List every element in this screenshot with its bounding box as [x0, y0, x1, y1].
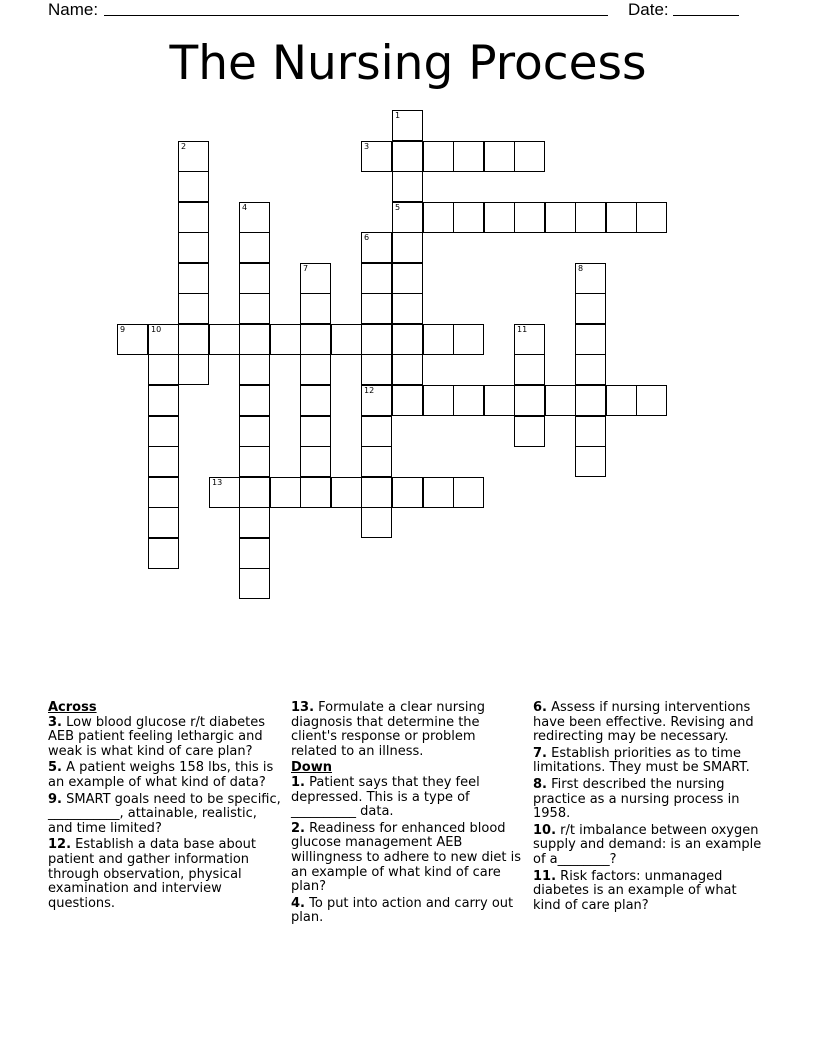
crossword-cell[interactable] — [453, 477, 484, 508]
crossword-cell[interactable] — [300, 416, 331, 447]
clue-number: 1. — [291, 774, 305, 790]
cell-number: 12 — [364, 386, 375, 395]
crossword-cell[interactable] — [331, 477, 362, 508]
crossword-cell[interactable] — [239, 477, 270, 508]
clue-number: 4. — [291, 895, 305, 911]
clue-number: 6. — [533, 700, 547, 715]
crossword-cell[interactable] — [361, 324, 392, 355]
crossword-cell[interactable] — [209, 477, 240, 508]
crossword-cell[interactable] — [514, 416, 545, 447]
crossword-cell[interactable] — [392, 477, 423, 508]
clue-text: First described the nursing practice as a nursing process in 1958. — [533, 776, 740, 822]
crossword-cell[interactable] — [270, 477, 301, 508]
clue-across-3 — [48, 716, 282, 760]
cell-number: 2 — [181, 142, 187, 151]
name-label: Name: — [48, 0, 99, 19]
clues-column-3 — [533, 701, 767, 915]
crossword-cell[interactable] — [148, 477, 179, 508]
crossword-cell[interactable] — [148, 507, 179, 538]
crossword-cell[interactable] — [514, 385, 545, 416]
cell-number: 7 — [303, 264, 309, 273]
crossword-cell[interactable] — [392, 141, 423, 172]
clue-down-8 — [533, 778, 767, 822]
crossword-cell[interactable] — [361, 507, 392, 538]
crossword-cell[interactable] — [361, 446, 392, 477]
clue-number: 13. — [291, 700, 315, 715]
crossword-cell[interactable] — [575, 416, 606, 447]
crossword-cell[interactable] — [239, 324, 270, 355]
crossword-cell[interactable] — [514, 354, 545, 385]
clue-text: To put into action and carry out plan. — [291, 895, 514, 926]
clue-across-12 — [48, 838, 282, 911]
crossword-cell[interactable] — [545, 202, 576, 233]
cell-number: 6 — [364, 233, 370, 242]
crossword-cell[interactable] — [361, 293, 392, 324]
crossword-cell[interactable] — [636, 385, 667, 416]
crossword-cell[interactable] — [239, 354, 270, 385]
crossword-cell[interactable] — [392, 171, 423, 202]
crossword-cell[interactable] — [239, 232, 270, 263]
crossword-cell[interactable] — [392, 324, 423, 355]
crossword-cell[interactable] — [178, 171, 209, 202]
crossword-cell[interactable] — [575, 385, 606, 416]
clue-down-6 — [533, 701, 767, 745]
cell-number: 13 — [212, 478, 223, 487]
crossword-cell[interactable] — [392, 263, 423, 294]
crossword-cell[interactable] — [423, 385, 454, 416]
clue-number: 5. — [48, 760, 62, 776]
crossword-cell[interactable] — [514, 202, 545, 233]
crossword-cell[interactable] — [514, 141, 545, 172]
clue-text: A patient weighs 158 lbs, this is an example of what kind of data? — [48, 760, 274, 790]
crossword-cell[interactable] — [148, 538, 179, 569]
clue-text: Low blood glucose r/t diabetes AEB patient feeling lethargic and weak is what kind of care plan? — [48, 714, 266, 759]
clue-text: r/t imbalance between oxygen supply and demand: is an example of a________? — [533, 822, 762, 867]
crossword-cell[interactable] — [331, 324, 362, 355]
clue-number: 3. — [48, 714, 62, 730]
crossword-cell[interactable] — [575, 324, 606, 355]
clue-across-13 — [291, 701, 525, 759]
clue-text: Establish priorities as to time limitations. They must be SMART. — [533, 745, 750, 776]
crossword-cell[interactable] — [514, 324, 545, 355]
crossword-cell[interactable] — [453, 324, 484, 355]
crossword-cell[interactable] — [453, 385, 484, 416]
clue-across-5 — [48, 761, 282, 790]
crossword-cell[interactable] — [300, 477, 331, 508]
clue-text: SMART goals need to be specific, ___________, attainable, realistic, and time limited? — [48, 791, 281, 836]
crossword-cell[interactable] — [453, 202, 484, 233]
crossword-cell[interactable] — [270, 324, 301, 355]
date-label: Date: — [628, 0, 669, 19]
clue-number: 12. — [48, 837, 72, 853]
crossword-cell[interactable] — [606, 385, 637, 416]
crossword-cell[interactable] — [361, 385, 392, 416]
crossword-cell[interactable] — [361, 354, 392, 385]
clue-text: Assess if nursing interventions have been effective. Revising and redirecting may be necessary. — [533, 700, 754, 745]
crossword-cell[interactable] — [575, 446, 606, 477]
page-title: The Nursing Process — [169, 36, 647, 91]
crossword-cell[interactable] — [545, 385, 576, 416]
crossword-cell[interactable] — [392, 202, 423, 233]
crossword-cell[interactable] — [423, 202, 454, 233]
crossword-cell[interactable] — [239, 416, 270, 447]
clue-number: 7. — [533, 745, 547, 761]
crossword-cell[interactable] — [300, 293, 331, 324]
clue-down-1 — [291, 776, 525, 820]
crossword-cell[interactable] — [239, 538, 270, 569]
cell-number: 4 — [242, 203, 248, 212]
clue-number: 2. — [291, 820, 305, 836]
cell-number: 8 — [578, 264, 584, 273]
clue-across-9 — [48, 793, 282, 837]
clue-text: Formulate a clear nursing diagnosis that determine the client's response or problem related to an illness. — [291, 700, 485, 759]
crossword-cell[interactable] — [239, 385, 270, 416]
crossword-cell[interactable] — [300, 324, 331, 355]
crossword-cell[interactable] — [148, 324, 179, 355]
clue-number: 10. — [533, 822, 557, 838]
crossword-cell[interactable] — [361, 141, 392, 172]
cell-number: 11 — [517, 325, 528, 334]
crossword-cell[interactable] — [300, 385, 331, 416]
crossword-cell[interactable] — [178, 324, 209, 355]
down-heading: Down — [291, 760, 332, 776]
crossword-cell[interactable] — [575, 202, 606, 233]
crossword-cell[interactable] — [148, 446, 179, 477]
crossword-cell[interactable] — [178, 263, 209, 294]
crossword-cell[interactable] — [453, 141, 484, 172]
clue-down-10 — [533, 824, 767, 868]
crossword-cell[interactable] — [423, 141, 454, 172]
cell-number: 1 — [395, 111, 401, 120]
crossword-cell[interactable] — [361, 477, 392, 508]
clue-number: 11. — [533, 868, 557, 884]
crossword-cell[interactable] — [361, 416, 392, 447]
crossword-cell[interactable] — [148, 354, 179, 385]
crossword-cell[interactable] — [361, 263, 392, 294]
cell-number: 10 — [151, 325, 162, 334]
clue-number: 9. — [48, 791, 62, 807]
crossword-cell[interactable] — [606, 202, 637, 233]
crossword-cell[interactable] — [239, 202, 270, 233]
clue-text: Establish a data base about patient and gather information through observation, physical examination and interview questions. — [48, 837, 256, 911]
clue-down-2 — [291, 822, 525, 895]
crossword-cell[interactable] — [392, 232, 423, 263]
crossword-cell[interactable] — [239, 263, 270, 294]
crossword-cell[interactable] — [239, 446, 270, 477]
clues-column-1 — [48, 701, 282, 913]
across-heading: Across — [48, 700, 97, 715]
crossword-cell[interactable] — [178, 141, 209, 172]
crossword-cell[interactable] — [361, 232, 392, 263]
clue-down-11 — [533, 870, 767, 914]
clue-text: Readiness for enhanced blood glucose management AEB willingness to adhere to new diet is an example of what kind of care plan? — [291, 820, 521, 895]
crossword-cell[interactable] — [423, 324, 454, 355]
crossword-cell[interactable] — [575, 354, 606, 385]
crossword-cell[interactable] — [209, 324, 240, 355]
crossword-cell[interactable] — [392, 385, 423, 416]
crossword-cell[interactable] — [575, 263, 606, 294]
crossword-cell[interactable] — [484, 385, 515, 416]
clues-column-2 — [291, 701, 525, 928]
cell-number: 3 — [364, 142, 370, 151]
crossword-cell[interactable] — [178, 293, 209, 324]
crossword-cell[interactable] — [239, 507, 270, 538]
crossword-cell[interactable] — [148, 416, 179, 447]
crossword-cell[interactable] — [636, 202, 667, 233]
crossword-cell[interactable] — [178, 202, 209, 233]
clue-down-7 — [533, 747, 767, 776]
crossword-cell[interactable] — [178, 354, 209, 385]
crossword-cell[interactable] — [484, 202, 515, 233]
clue-down-4 — [291, 897, 525, 926]
crossword-cell[interactable] — [423, 477, 454, 508]
crossword-cell[interactable] — [484, 141, 515, 172]
clue-text: Risk factors: unmanaged diabetes is an example of what kind of care plan? — [533, 868, 737, 913]
clue-number: 8. — [533, 776, 547, 792]
crossword-cell[interactable] — [392, 293, 423, 324]
crossword-cell[interactable] — [178, 232, 209, 263]
crossword-cell[interactable] — [300, 354, 331, 385]
cell-number: 9 — [120, 325, 126, 334]
crossword-cell[interactable] — [148, 385, 179, 416]
crossword-cell[interactable] — [392, 110, 423, 141]
crossword-cell[interactable] — [300, 446, 331, 477]
clue-text: Patient says that they feel depressed. This is a type of __________ data. — [291, 774, 480, 820]
crossword-cell[interactable] — [575, 293, 606, 324]
crossword-cell[interactable] — [117, 324, 148, 355]
crossword-cell[interactable] — [239, 568, 270, 599]
crossword-cell[interactable] — [300, 263, 331, 294]
crossword-cell[interactable] — [239, 293, 270, 324]
crossword-cell[interactable] — [392, 354, 423, 385]
cell-number: 5 — [395, 203, 401, 212]
